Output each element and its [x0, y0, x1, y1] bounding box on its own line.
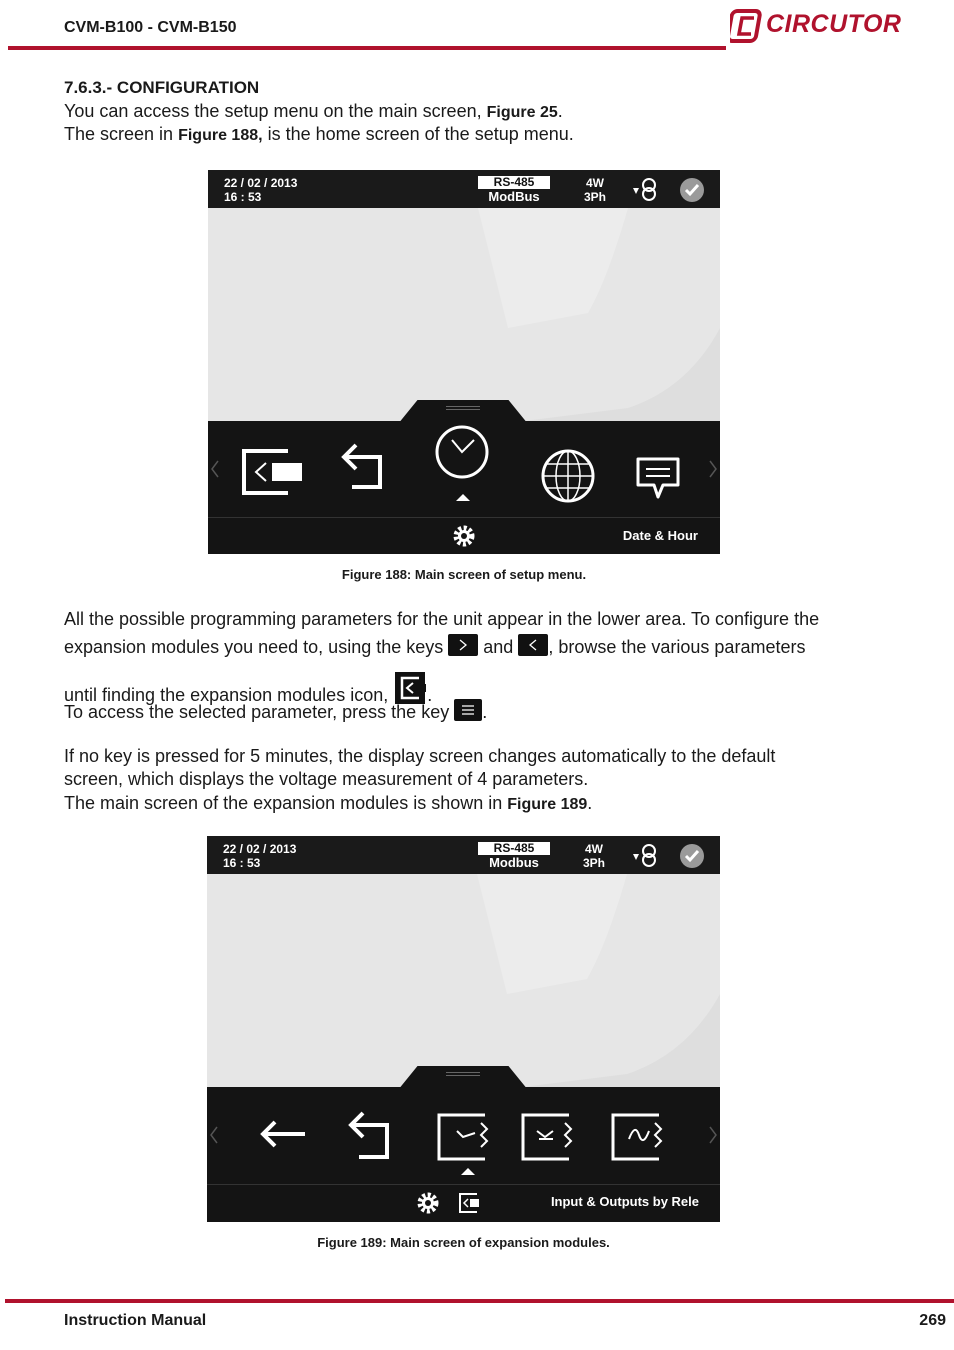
gear-icon — [417, 1192, 439, 1214]
status-time: 16 : 53 — [224, 190, 262, 204]
status-date: 22 / 02 / 2013 — [224, 176, 298, 190]
para2-line-1: All the possible programming parameters for the unit appear in the lower area. To configure the — [64, 609, 820, 629]
figure-ref: Figure 25 — [486, 104, 558, 121]
key-menu-icon — [454, 699, 482, 721]
wires-label: 4W — [585, 842, 603, 856]
para2-line-2: expansion modules you need to, using the keys and , browse the various parameters — [64, 634, 805, 659]
page-number: 269 — [919, 1312, 946, 1329]
screen-background-shape — [207, 874, 720, 1089]
intro-line-2: The screen in Figure 188, is the home screen of the setup menu. — [64, 124, 574, 144]
footer-rule — [5, 1299, 954, 1303]
para3-line-2: screen, which displays the voltage measurement of 4 parameters. — [64, 769, 589, 789]
status-time: 16 : 53 — [223, 856, 261, 870]
phases-label: 3Ph — [582, 856, 605, 870]
screen-background-shape — [208, 208, 720, 423]
expansion-module-small-icon — [457, 1191, 481, 1215]
selected-param-label: Input & Outputs by Rele — [550, 1194, 699, 1209]
selected-param-label: Date & Hour — [622, 528, 698, 543]
logo-text: CIRCUTOR — [766, 10, 902, 38]
para3-line-1: If no key is pressed for 5 minutes, the display screen changes automatically to the default — [64, 746, 776, 766]
para2-line-3: until finding the expansion modules icon, . — [64, 672, 432, 707]
gear-icon — [453, 525, 475, 547]
transformer-icon — [632, 844, 658, 868]
device-screen-setup — [208, 170, 720, 554]
figure-ref: Figure 189 — [507, 796, 588, 813]
status-date: 22 / 02 / 2013 — [223, 842, 297, 856]
check-ok-icon — [680, 178, 704, 202]
protocol-label: ModBus — [488, 189, 540, 204]
key-right-icon — [448, 634, 478, 656]
section-title: 7.6.3.- CONFIGURATION — [64, 78, 260, 97]
protocol-label: Modbus — [489, 855, 539, 870]
figure-caption: Figure 189: Main screen of expansion modules. — [317, 1235, 610, 1250]
para3-line-3: The main screen of the expansion modules is shown in Figure 189. — [64, 793, 593, 813]
comm-badge: RS-485 — [478, 842, 550, 855]
intro-line-1: You can access the setup menu on the main screen, Figure 25. — [64, 101, 563, 121]
figure-caption: Figure 188: Main screen of setup menu. — [341, 567, 587, 582]
device-screen-expansion — [207, 836, 720, 1222]
comm-badge: RS-485 — [478, 176, 550, 189]
para2-line-4: To access the selected parameter, press the key . — [64, 699, 487, 724]
figure-ref: Figure 188, — [178, 127, 263, 144]
header-rule — [8, 46, 726, 50]
footer-title: Instruction Manual — [64, 1312, 207, 1329]
phases-label: 3Ph — [583, 190, 606, 204]
key-left-icon — [518, 634, 548, 656]
check-ok-icon — [680, 844, 704, 868]
header-title: CVM-B100 - CVM-B150 — [64, 19, 237, 36]
transformer-icon — [632, 178, 658, 202]
wires-label: 4W — [586, 176, 604, 190]
